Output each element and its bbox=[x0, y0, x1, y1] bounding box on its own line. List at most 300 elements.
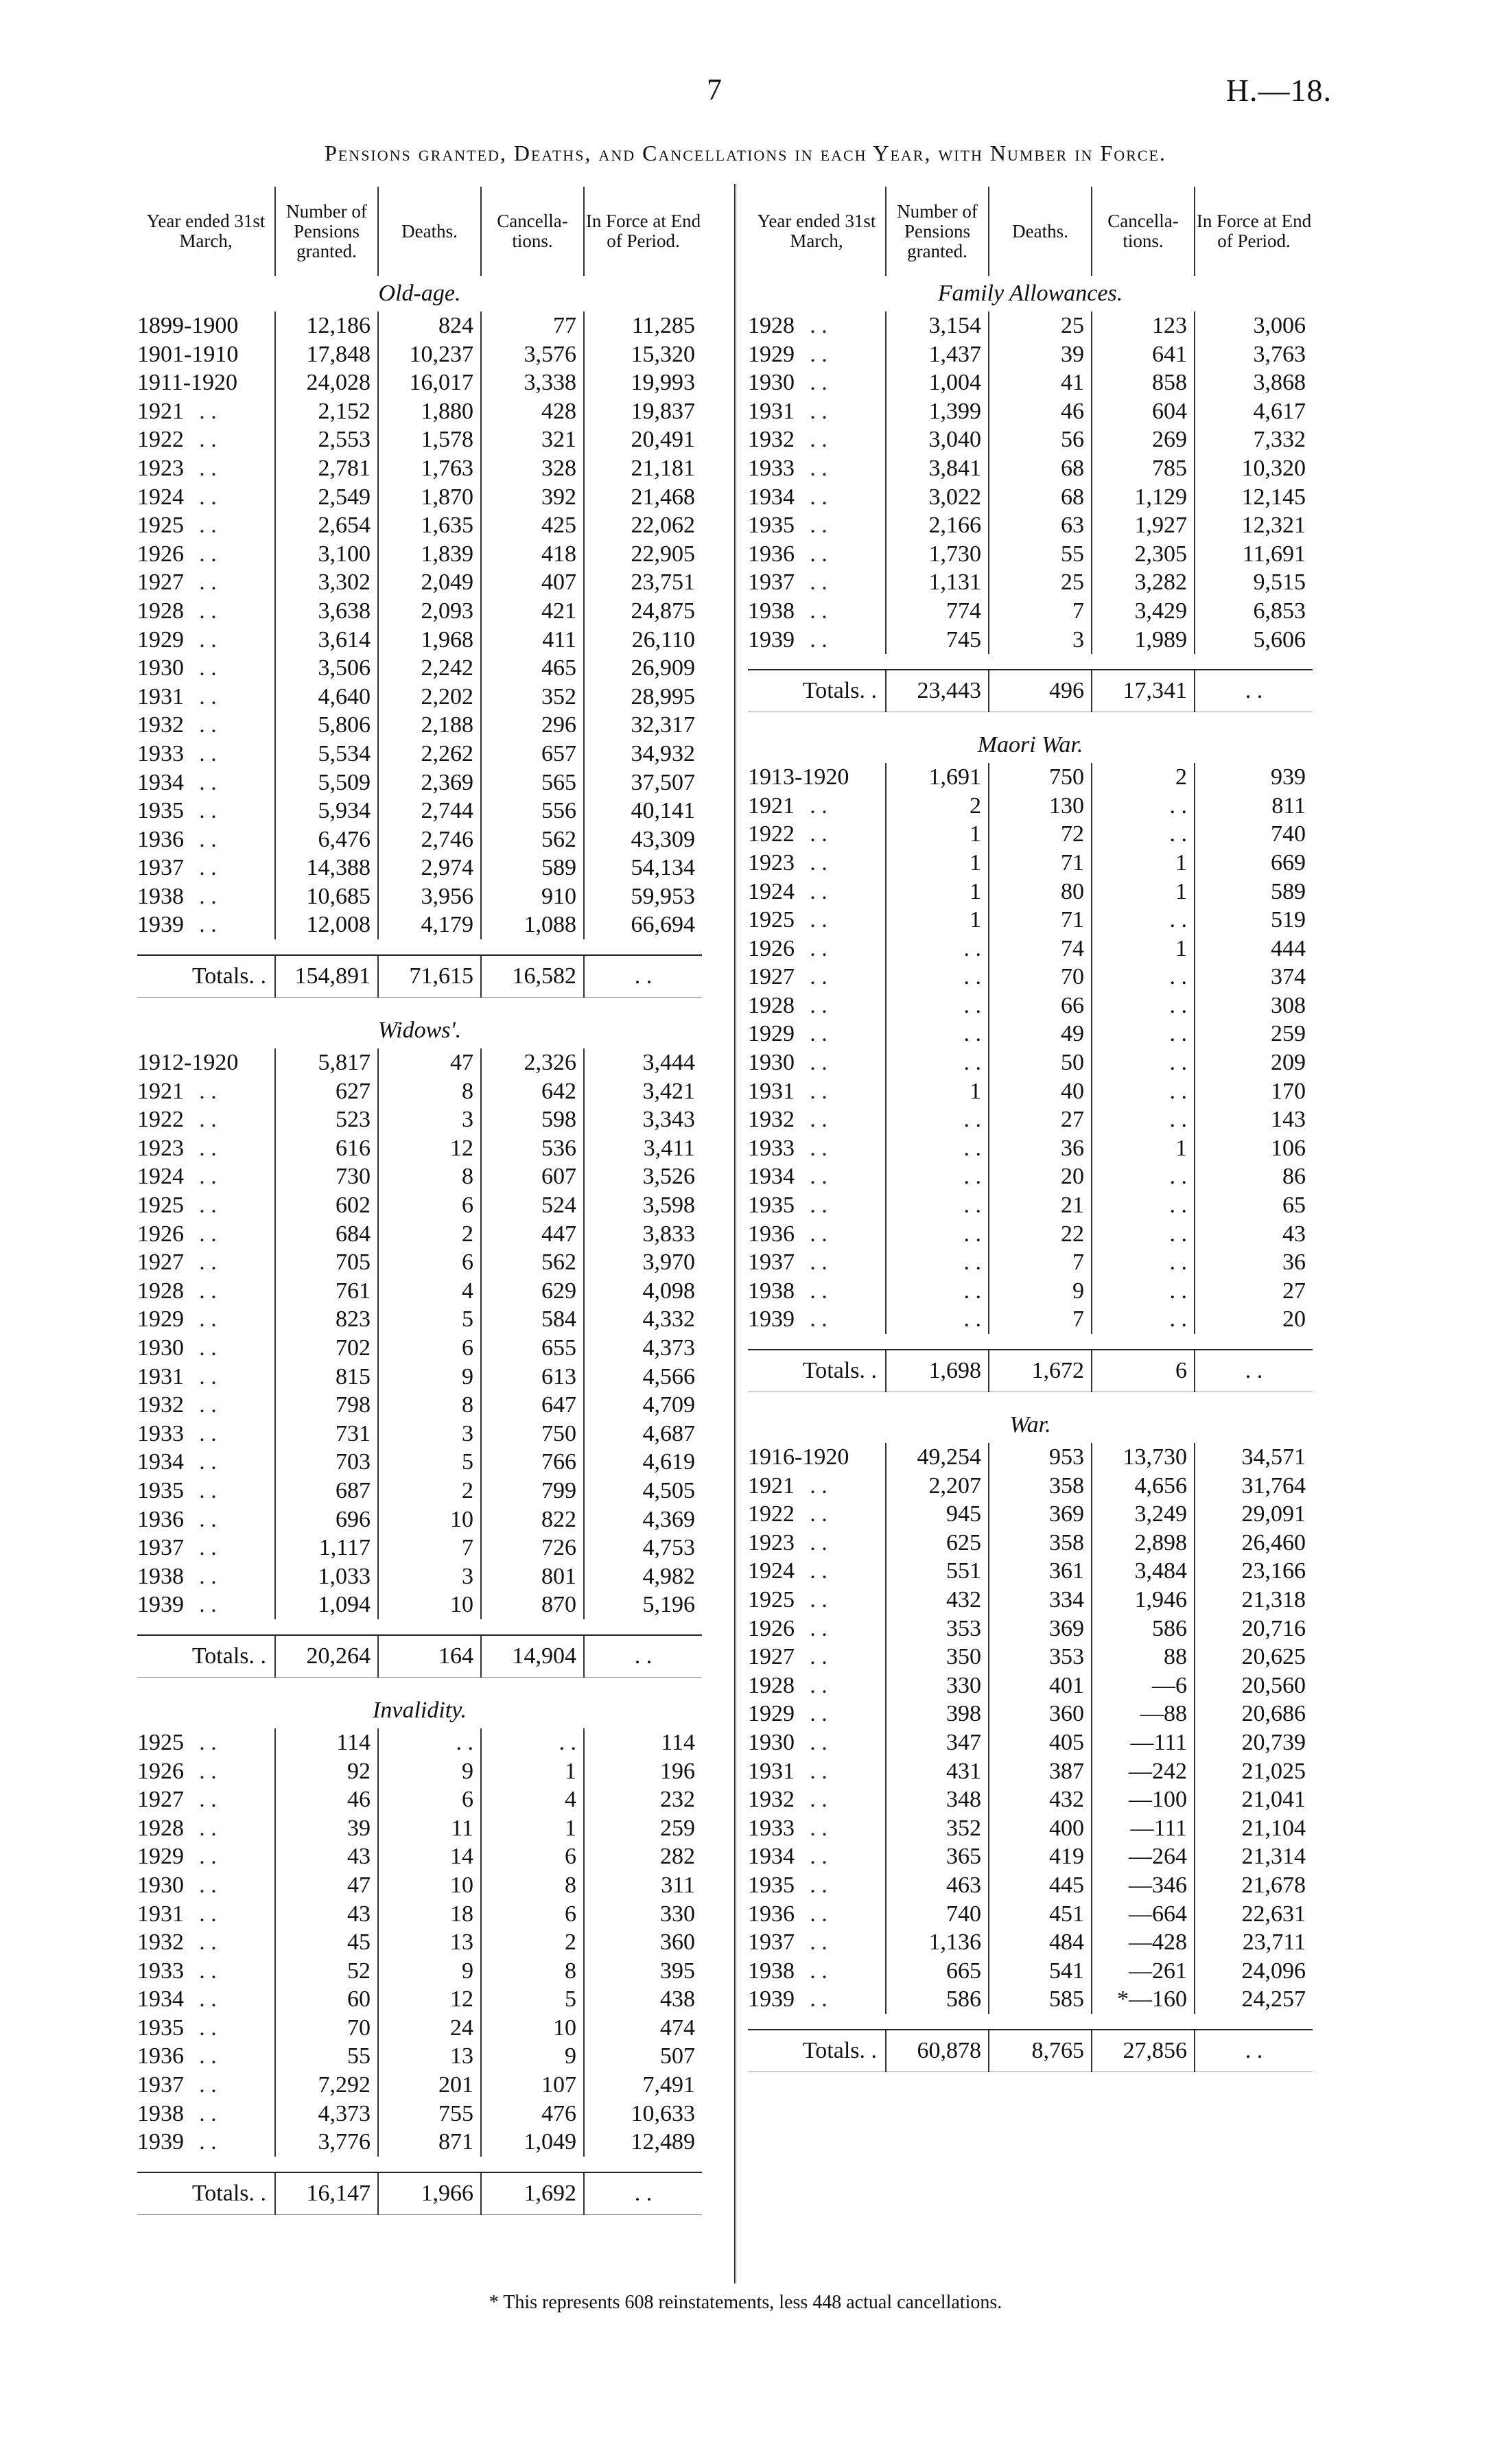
row-in-force: 20,739 bbox=[1195, 1728, 1313, 1757]
row-in-force: 3,970 bbox=[584, 1248, 702, 1277]
year-label: 1926 bbox=[137, 1221, 184, 1247]
totals-granted: 154,891 bbox=[275, 955, 378, 998]
row-granted: 665 bbox=[886, 1957, 989, 1986]
totals-row bbox=[748, 670, 1313, 712]
leader-dots: . . bbox=[199, 1278, 217, 1304]
row-granted: 5,509 bbox=[275, 768, 378, 797]
year-label: 1931 bbox=[137, 1363, 184, 1389]
section-title-row bbox=[748, 727, 1313, 763]
year-label: 1935 bbox=[137, 798, 184, 824]
year-label: 1923 bbox=[748, 849, 795, 876]
spacer bbox=[137, 2157, 702, 2172]
row-granted: 7,292 bbox=[275, 2071, 378, 2100]
row-cancellations: —242 bbox=[1092, 1757, 1195, 1786]
row-granted: 114 bbox=[275, 1728, 378, 1757]
year-label: 1937 bbox=[748, 570, 795, 596]
row-in-force: 59,953 bbox=[584, 882, 702, 911]
year-label: 1930 bbox=[748, 1050, 795, 1076]
spacer-row bbox=[137, 2214, 702, 2230]
table-row bbox=[137, 797, 702, 825]
row-granted: 92 bbox=[275, 1757, 378, 1786]
table-row bbox=[748, 597, 1313, 626]
year-label: 1921 bbox=[137, 1078, 184, 1104]
row-granted: 3,302 bbox=[275, 568, 378, 597]
table-row bbox=[137, 1757, 702, 1786]
row-in-force: 26,460 bbox=[1195, 1529, 1313, 1558]
row-year bbox=[137, 1363, 275, 1392]
row-year bbox=[748, 397, 886, 426]
row-cancellations: —100 bbox=[1092, 1785, 1195, 1814]
table-row bbox=[748, 992, 1313, 1020]
row-year bbox=[137, 2100, 275, 2128]
year-label: 1921 bbox=[748, 1472, 795, 1499]
row-granted: 12,186 bbox=[275, 312, 378, 340]
year-label: 1922 bbox=[137, 427, 184, 453]
row-granted: . . bbox=[886, 1162, 989, 1191]
row-in-force: 4,982 bbox=[584, 1562, 702, 1591]
year-label: 1937 bbox=[137, 2072, 184, 2098]
row-year bbox=[137, 1391, 275, 1420]
row-cancellations: 3,282 bbox=[1092, 568, 1195, 597]
header-cancellations: Cancella- tions. bbox=[481, 187, 584, 276]
year-label: 1929 bbox=[137, 1306, 184, 1333]
row-deaths: 63 bbox=[989, 511, 1092, 540]
row-year bbox=[748, 540, 886, 569]
row-granted: 5,806 bbox=[275, 711, 378, 740]
row-cancellations: . . bbox=[1092, 1048, 1195, 1077]
table-row bbox=[137, 1928, 702, 1957]
row-year bbox=[748, 1814, 886, 1843]
year-label: 1930 bbox=[137, 1335, 184, 1361]
leader-dots: . . bbox=[810, 341, 827, 367]
totals-granted: 1,698 bbox=[886, 1350, 989, 1392]
row-granted: 352 bbox=[886, 1814, 989, 1843]
table-row bbox=[137, 425, 702, 454]
table-row bbox=[748, 1957, 1313, 1986]
leader-dots: . . bbox=[810, 878, 827, 904]
row-cancellations: *—160 bbox=[1092, 1985, 1195, 2014]
table-row bbox=[748, 1928, 1313, 1957]
row-cancellations: 447 bbox=[481, 1220, 584, 1249]
row-cancellations: 766 bbox=[481, 1448, 584, 1477]
row-in-force: 360 bbox=[584, 1928, 702, 1957]
row-year bbox=[748, 963, 886, 992]
row-year bbox=[748, 1162, 886, 1191]
row-year bbox=[748, 1985, 886, 2014]
year-label: 1932 bbox=[137, 1929, 184, 1956]
table-row bbox=[137, 511, 702, 540]
spacer-row bbox=[748, 712, 1313, 728]
row-cancellations: 5 bbox=[481, 1985, 584, 2014]
row-year bbox=[137, 1420, 275, 1448]
table-row bbox=[748, 540, 1313, 569]
year-label: 1938 bbox=[137, 883, 184, 909]
leader-dots: . . bbox=[810, 1844, 827, 1870]
leader-dots: . . bbox=[199, 1392, 217, 1418]
row-deaths: 9 bbox=[378, 1957, 481, 1986]
year-label: 1933 bbox=[748, 1815, 795, 1841]
table-row bbox=[748, 1248, 1313, 1277]
leader-dots: . . bbox=[810, 1107, 827, 1133]
row-deaths: 755 bbox=[378, 2100, 481, 2128]
row-deaths: 39 bbox=[989, 340, 1092, 369]
row-year bbox=[748, 1900, 886, 1929]
row-granted: 1,094 bbox=[275, 1591, 378, 1619]
row-year bbox=[137, 1534, 275, 1562]
leader-dots: . . bbox=[199, 1193, 217, 1219]
row-deaths: 9 bbox=[378, 1363, 481, 1392]
row-in-force: 374 bbox=[1195, 963, 1313, 992]
row-in-force: 811 bbox=[1195, 792, 1313, 821]
table-row bbox=[748, 1757, 1313, 1786]
section-title: Maori War. bbox=[977, 732, 1083, 758]
year-label: 1936 bbox=[748, 1901, 795, 1927]
row-granted: 702 bbox=[275, 1334, 378, 1363]
row-granted: 2,553 bbox=[275, 425, 378, 454]
leader-dots: . . bbox=[199, 1506, 217, 1532]
row-in-force: 20,686 bbox=[1195, 1700, 1313, 1728]
row-in-force: 7,491 bbox=[584, 2071, 702, 2100]
year-label: 1937 bbox=[748, 1929, 795, 1956]
row-cancellations: 536 bbox=[481, 1134, 584, 1163]
row-granted: 2 bbox=[886, 792, 989, 821]
table-row bbox=[137, 1305, 702, 1334]
row-in-force: 170 bbox=[1195, 1077, 1313, 1106]
totals-label: Totals. . bbox=[748, 670, 886, 712]
row-in-force: 5,606 bbox=[1195, 626, 1313, 655]
column-divider bbox=[734, 184, 736, 2284]
table-row bbox=[137, 2100, 702, 2128]
row-deaths: 7 bbox=[378, 1534, 481, 1562]
row-deaths: 585 bbox=[989, 1985, 1092, 2014]
year-label: 1928 bbox=[137, 598, 184, 624]
row-cancellations: 3,484 bbox=[1092, 1557, 1195, 1586]
row-in-force: 438 bbox=[584, 1985, 702, 2014]
row-year bbox=[137, 1448, 275, 1477]
row-deaths: 4,179 bbox=[378, 911, 481, 939]
row-cancellations: 584 bbox=[481, 1305, 584, 1334]
leader-dots: . . bbox=[199, 455, 217, 481]
row-granted: . . bbox=[886, 1305, 989, 1334]
table-row bbox=[137, 1134, 702, 1163]
leader-dots: . . bbox=[199, 1872, 217, 1898]
row-cancellations: —664 bbox=[1092, 1900, 1195, 1929]
leader-dots: . . bbox=[810, 513, 827, 539]
header-in-force: In Force at End of Period. bbox=[1195, 187, 1313, 276]
row-granted: 2,654 bbox=[275, 511, 378, 540]
table-row bbox=[748, 1305, 1313, 1334]
year-label: 1926 bbox=[137, 541, 184, 567]
row-granted: 731 bbox=[275, 1420, 378, 1448]
row-cancellations: 858 bbox=[1092, 368, 1195, 397]
row-in-force: 34,932 bbox=[584, 740, 702, 768]
row-cancellations: . . bbox=[1092, 1248, 1195, 1277]
row-granted: 945 bbox=[886, 1500, 989, 1529]
row-deaths: 2,049 bbox=[378, 568, 481, 597]
leader-dots: . . bbox=[810, 1050, 827, 1076]
year-label: 1934 bbox=[748, 484, 795, 510]
row-year bbox=[137, 2128, 275, 2157]
row-in-force: 330 bbox=[584, 1900, 702, 1929]
row-deaths: . . bbox=[378, 1728, 481, 1757]
leader-dots: . . bbox=[810, 1529, 827, 1556]
row-cancellations: 13,730 bbox=[1092, 1443, 1195, 1472]
row-in-force: 4,369 bbox=[584, 1505, 702, 1534]
table-row bbox=[137, 540, 702, 569]
row-year bbox=[748, 483, 886, 512]
table-row bbox=[748, 1048, 1313, 1077]
leader-dots: . . bbox=[199, 712, 217, 738]
row-year bbox=[137, 1505, 275, 1534]
year-label: 1924 bbox=[137, 484, 184, 510]
table-row bbox=[137, 1248, 702, 1277]
leader-dots: . . bbox=[810, 1078, 827, 1104]
row-in-force: 3,868 bbox=[1195, 368, 1313, 397]
row-year bbox=[137, 397, 275, 426]
row-deaths: 361 bbox=[989, 1557, 1092, 1586]
row-year bbox=[748, 1277, 886, 1306]
section-war bbox=[748, 1407, 1313, 2087]
leader-dots: . . bbox=[199, 826, 217, 852]
row-granted: . . bbox=[886, 1248, 989, 1277]
year-label: 1932 bbox=[748, 427, 795, 453]
row-deaths: 8 bbox=[378, 1162, 481, 1191]
year-label: 1939 bbox=[748, 626, 795, 653]
row-granted: 365 bbox=[886, 1842, 989, 1871]
table-row bbox=[748, 1500, 1313, 1529]
row-granted: 47 bbox=[275, 1871, 378, 1900]
row-deaths: 130 bbox=[989, 792, 1092, 821]
row-in-force: 519 bbox=[1195, 906, 1313, 935]
row-year bbox=[137, 740, 275, 768]
row-granted: 5,934 bbox=[275, 797, 378, 825]
leader-dots: . . bbox=[810, 1701, 827, 1727]
year-label: 1927 bbox=[137, 1787, 184, 1813]
section-title-row bbox=[137, 1013, 702, 1048]
leader-dots: . . bbox=[199, 1958, 217, 1984]
row-granted: 347 bbox=[886, 1728, 989, 1757]
row-year bbox=[137, 1928, 275, 1957]
row-deaths: 2,744 bbox=[378, 797, 481, 825]
row-cancellations: 2,305 bbox=[1092, 540, 1195, 569]
row-year bbox=[748, 992, 886, 1020]
leader-dots: . . bbox=[810, 1729, 827, 1755]
row-granted: 740 bbox=[886, 1900, 989, 1929]
leader-dots: . . bbox=[810, 1472, 827, 1499]
leader-dots: . . bbox=[199, 2043, 217, 2069]
row-deaths: 20 bbox=[989, 1162, 1092, 1191]
row-in-force: 22,631 bbox=[1195, 1900, 1313, 1929]
totals-granted: 20,264 bbox=[275, 1635, 378, 1678]
row-cancellations: —6 bbox=[1092, 1671, 1195, 1700]
row-cancellations: 321 bbox=[481, 425, 584, 454]
row-year bbox=[137, 1105, 275, 1134]
totals-in-force: . . bbox=[584, 2172, 702, 2215]
row-granted: 1,033 bbox=[275, 1562, 378, 1591]
table-row bbox=[137, 397, 702, 426]
row-granted: 1 bbox=[886, 820, 989, 849]
row-cancellations: 88 bbox=[1092, 1643, 1195, 1671]
table-row bbox=[137, 768, 702, 797]
leader-dots: . . bbox=[810, 570, 827, 596]
row-granted: 696 bbox=[275, 1505, 378, 1534]
table-row bbox=[137, 1728, 702, 1757]
row-deaths: 13 bbox=[378, 1928, 481, 1957]
row-in-force: 4,566 bbox=[584, 1363, 702, 1392]
row-granted: 798 bbox=[275, 1391, 378, 1420]
row-in-force: 259 bbox=[584, 1814, 702, 1843]
leader-dots: . . bbox=[199, 683, 217, 709]
spacer bbox=[748, 712, 1313, 728]
row-granted: 17,848 bbox=[275, 340, 378, 369]
row-granted: . . bbox=[886, 1020, 989, 1048]
leader-dots: . . bbox=[199, 912, 217, 938]
row-granted: 1,437 bbox=[886, 340, 989, 369]
row-year bbox=[137, 511, 275, 540]
row-year bbox=[748, 792, 886, 821]
row-year bbox=[748, 1842, 886, 1871]
row-cancellations: 352 bbox=[481, 683, 584, 712]
row-granted: 39 bbox=[275, 1814, 378, 1843]
row-deaths: 47 bbox=[378, 1048, 481, 1077]
leader-dots: . . bbox=[199, 570, 217, 596]
table-row bbox=[137, 597, 702, 626]
row-cancellations: 392 bbox=[481, 483, 584, 512]
row-cancellations: 657 bbox=[481, 740, 584, 768]
row-deaths: 9 bbox=[989, 1277, 1092, 1306]
row-granted: 14,388 bbox=[275, 854, 378, 882]
year-label: 1925 bbox=[748, 1586, 795, 1612]
row-in-force: 4,687 bbox=[584, 1420, 702, 1448]
row-deaths: 24 bbox=[378, 2014, 481, 2043]
year-label: 1938 bbox=[137, 1563, 184, 1589]
row-in-force: 4,753 bbox=[584, 1534, 702, 1562]
row-year bbox=[137, 340, 275, 369]
row-deaths: 1,968 bbox=[378, 626, 481, 655]
leader-dots: . . bbox=[810, 598, 827, 624]
row-year bbox=[748, 906, 886, 935]
row-granted: 3,022 bbox=[886, 483, 989, 512]
row-deaths: 50 bbox=[989, 1048, 1092, 1077]
row-cancellations: . . bbox=[1092, 820, 1195, 849]
row-year bbox=[137, 882, 275, 911]
table-row bbox=[137, 1048, 702, 1077]
year-label: 1930 bbox=[137, 1872, 184, 1898]
row-year bbox=[137, 1477, 275, 1505]
leader-dots: . . bbox=[199, 1164, 217, 1190]
row-cancellations: 107 bbox=[481, 2071, 584, 2100]
row-cancellations: 655 bbox=[481, 1334, 584, 1363]
row-granted: 4,640 bbox=[275, 683, 378, 712]
row-deaths: 405 bbox=[989, 1728, 1092, 1757]
row-in-force: 143 bbox=[1195, 1105, 1313, 1134]
table-row bbox=[137, 882, 702, 911]
row-year bbox=[137, 911, 275, 939]
section-old-age bbox=[137, 276, 702, 1013]
spacer-row bbox=[137, 1677, 702, 1693]
table-row bbox=[748, 1615, 1313, 1643]
row-in-force: 4,332 bbox=[584, 1305, 702, 1334]
row-cancellations: . . bbox=[1092, 992, 1195, 1020]
totals-cancellations: 16,582 bbox=[481, 955, 584, 998]
leader-dots: . . bbox=[199, 1135, 217, 1161]
table-row bbox=[137, 1871, 702, 1900]
row-deaths: 18 bbox=[378, 1900, 481, 1929]
row-deaths: 36 bbox=[989, 1134, 1092, 1163]
row-deaths: 25 bbox=[989, 312, 1092, 340]
spacer-row bbox=[748, 654, 1313, 670]
header-deaths: Deaths. bbox=[378, 187, 481, 276]
table-row bbox=[137, 1842, 702, 1871]
section-title-row bbox=[137, 276, 702, 312]
row-deaths: 358 bbox=[989, 1529, 1092, 1558]
row-in-force: 21,025 bbox=[1195, 1757, 1313, 1786]
row-year bbox=[137, 2071, 275, 2100]
header-granted: Number of Pensions granted. bbox=[886, 187, 989, 276]
row-cancellations: 641 bbox=[1092, 340, 1195, 369]
row-deaths: 1,635 bbox=[378, 511, 481, 540]
row-granted: 70 bbox=[275, 2014, 378, 2043]
row-cancellations: 2 bbox=[1092, 763, 1195, 792]
row-cancellations: 647 bbox=[481, 1391, 584, 1420]
leader-dots: . . bbox=[199, 1563, 217, 1589]
spacer bbox=[137, 939, 702, 955]
row-year bbox=[137, 483, 275, 512]
table-row bbox=[137, 1191, 702, 1220]
table-row bbox=[748, 397, 1313, 426]
row-cancellations: 822 bbox=[481, 1505, 584, 1534]
row-in-force: 3,598 bbox=[584, 1191, 702, 1220]
section-title-row bbox=[748, 1407, 1313, 1443]
row-deaths: 2,242 bbox=[378, 654, 481, 683]
row-in-force: 10,320 bbox=[1195, 454, 1313, 483]
row-year bbox=[748, 340, 886, 369]
row-granted: . . bbox=[886, 1048, 989, 1077]
row-cancellations: 613 bbox=[481, 1363, 584, 1392]
row-granted: . . bbox=[886, 963, 989, 992]
totals-label: Totals. . bbox=[748, 1350, 886, 1392]
totals-cancellations: 27,856 bbox=[1092, 2030, 1195, 2072]
row-cancellations: 77 bbox=[481, 312, 584, 340]
row-in-force: 21,314 bbox=[1195, 1842, 1313, 1871]
year-label: 1930 bbox=[137, 655, 184, 681]
year-label: 1936 bbox=[748, 1221, 795, 1247]
row-cancellations: 562 bbox=[481, 825, 584, 854]
left-column bbox=[137, 187, 702, 2230]
row-in-force: 10,633 bbox=[584, 2100, 702, 2128]
year-label: 1937 bbox=[137, 855, 184, 881]
totals-granted: 23,443 bbox=[886, 670, 989, 712]
page-number: 7 bbox=[707, 73, 722, 106]
table-row bbox=[748, 1220, 1313, 1249]
row-in-force: 11,691 bbox=[1195, 540, 1313, 569]
row-cancellations: 629 bbox=[481, 1277, 584, 1306]
row-cancellations: 1 bbox=[481, 1814, 584, 1843]
leader-dots: . . bbox=[810, 1872, 827, 1898]
row-in-force: 209 bbox=[1195, 1048, 1313, 1077]
row-year bbox=[137, 1048, 275, 1077]
table-row bbox=[748, 1900, 1313, 1929]
year-label: 1928 bbox=[137, 1815, 184, 1841]
row-year bbox=[137, 1591, 275, 1619]
row-cancellations: . . bbox=[1092, 1220, 1195, 1249]
row-in-force: 3,444 bbox=[584, 1048, 702, 1077]
row-deaths: 1,763 bbox=[378, 454, 481, 483]
row-in-force: 20 bbox=[1195, 1305, 1313, 1334]
row-in-force: 4,098 bbox=[584, 1277, 702, 1306]
row-granted: 3,100 bbox=[275, 540, 378, 569]
table-row bbox=[137, 1477, 702, 1505]
